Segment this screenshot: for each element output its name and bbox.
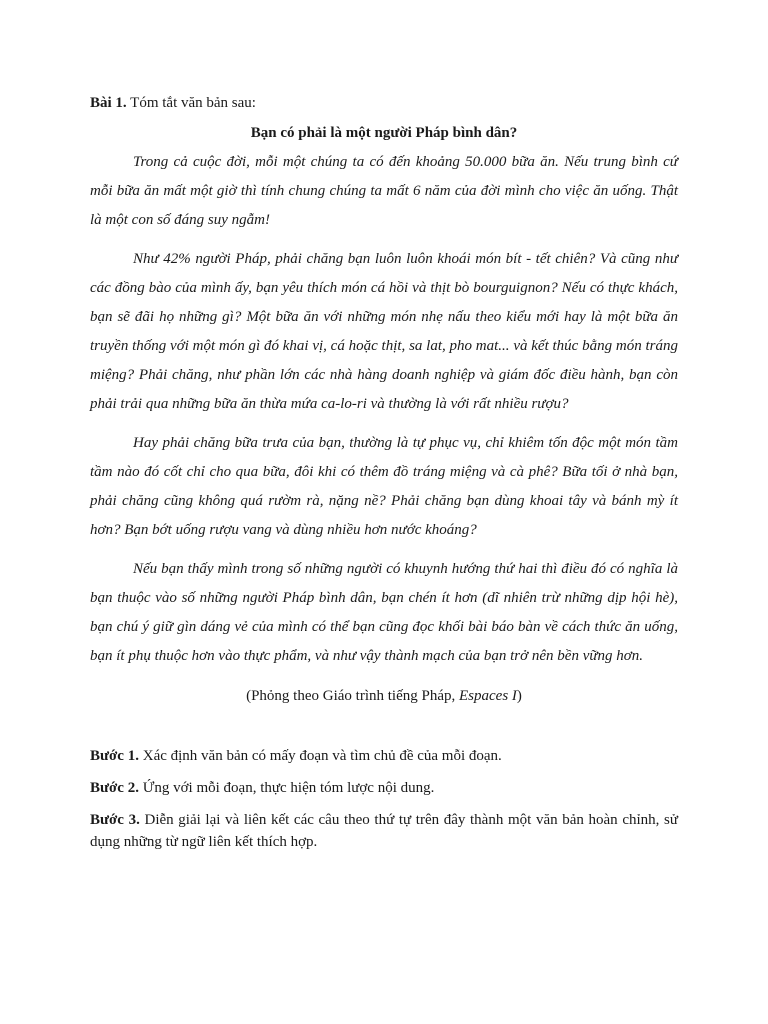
step-text: Diễn giải lại và liên kết các câu theo thứ tự trên đây thành một văn bản hoàn chỉnh, sử dụng những từ ngữ liên kết thích hợp. (90, 812, 678, 850)
steps-list (90, 745, 678, 853)
source-book-title: Espaces I (459, 688, 517, 704)
article-paragraph-2: Như 42% người Pháp, phải chăng bạn luôn luôn khoái món bít - tết chiên? Và cũng như các đồng bào của mình ấy, bạn yêu thích món cá hồi và thịt bò bourguignon? Nếu có thực khách, bạn sẽ đãi họ những gì? Một bữa ăn với những món nhẹ nấu theo kiểu mới hay là một bữa ăn truyền thống với một món gì đó khai vị, cá hoặc thịt, sa lat, pho mat... và kết thúc bằng món tráng miệng? Phải chăng, như phần lớn các nhà hàng doanh nghiệp và giám đốc điều hành, bạn còn phải trải qua những bữa ăn thừa mứa ca-lo-ri và thường là với rất nhiều rượu? (90, 251, 678, 412)
article-paragraph-1: Trong cả cuộc đời, mỗi một chúng ta có đến khoảng 50.000 bữa ăn. Nếu trung bình cứ mỗi bữa ăn mất một giờ thì tính chung chúng ta mất 6 năm của đời mình cho việc ăn uống. Thật là một con số đáng suy ngẫm! (90, 154, 678, 228)
exercise-heading (90, 92, 678, 114)
step-3 (90, 809, 678, 853)
document-page (90, 92, 678, 863)
step-label: Bước 2. (90, 780, 139, 796)
step-label: Bước 1. (90, 748, 139, 764)
source-suffix: ) (516, 688, 522, 704)
step-2 (90, 777, 678, 799)
article-source (90, 685, 678, 707)
exercise-instruction: Tóm tắt văn bản sau: (126, 95, 256, 111)
article-paragraph-3: Hay phải chăng bữa trưa của bạn, thường là tự phục vụ, chỉ khiêm tốn độc một món tầm tầm nào đó cốt chỉ cho qua bữa, đôi khi có thêm đồ tráng miệng và cà phê? Bữa tối ở nhà bạn, phải chăng cũng không quá rườm rà, nặng nề? Phải chăng bạn dùng khoai tây và bánh mỳ ít hơn? Bạn bớt uống rượu vang và dùng nhiều hơn nước khoáng? (90, 435, 678, 538)
article-title: Bạn có phải là một người Pháp bình dân? (250, 125, 518, 141)
step-1 (90, 745, 678, 767)
article-paragraph-4: Nếu bạn thấy mình trong số những người có khuynh hướng thứ hai thì điều đó có nghĩa là bạn thuộc vào số những người Pháp bình dân, bạn chén ít hơn (dĩ nhiên trừ những dịp hội hè), bạn chú ý giữ gìn dáng vẻ của mình có thể bạn cũng đọc khối bài báo bàn về cách thức ăn uống, bạn ít phụ thuộc hơn vào thực phẩm, và như vậy thành mạch của bạn trở nên bền vững hơn. (90, 561, 678, 664)
exercise-label: Bài 1. (90, 95, 127, 111)
step-text: Xác định văn bản có mấy đoạn và tìm chủ đề của mỗi đoạn. (138, 748, 502, 764)
step-text: Ứng với mỗi đoạn, thực hiện tóm lược nội dung. (138, 780, 435, 796)
step-label: Bước 3. (90, 812, 140, 828)
source-prefix: (Phỏng theo Giáo trình tiếng Pháp, (246, 688, 459, 704)
